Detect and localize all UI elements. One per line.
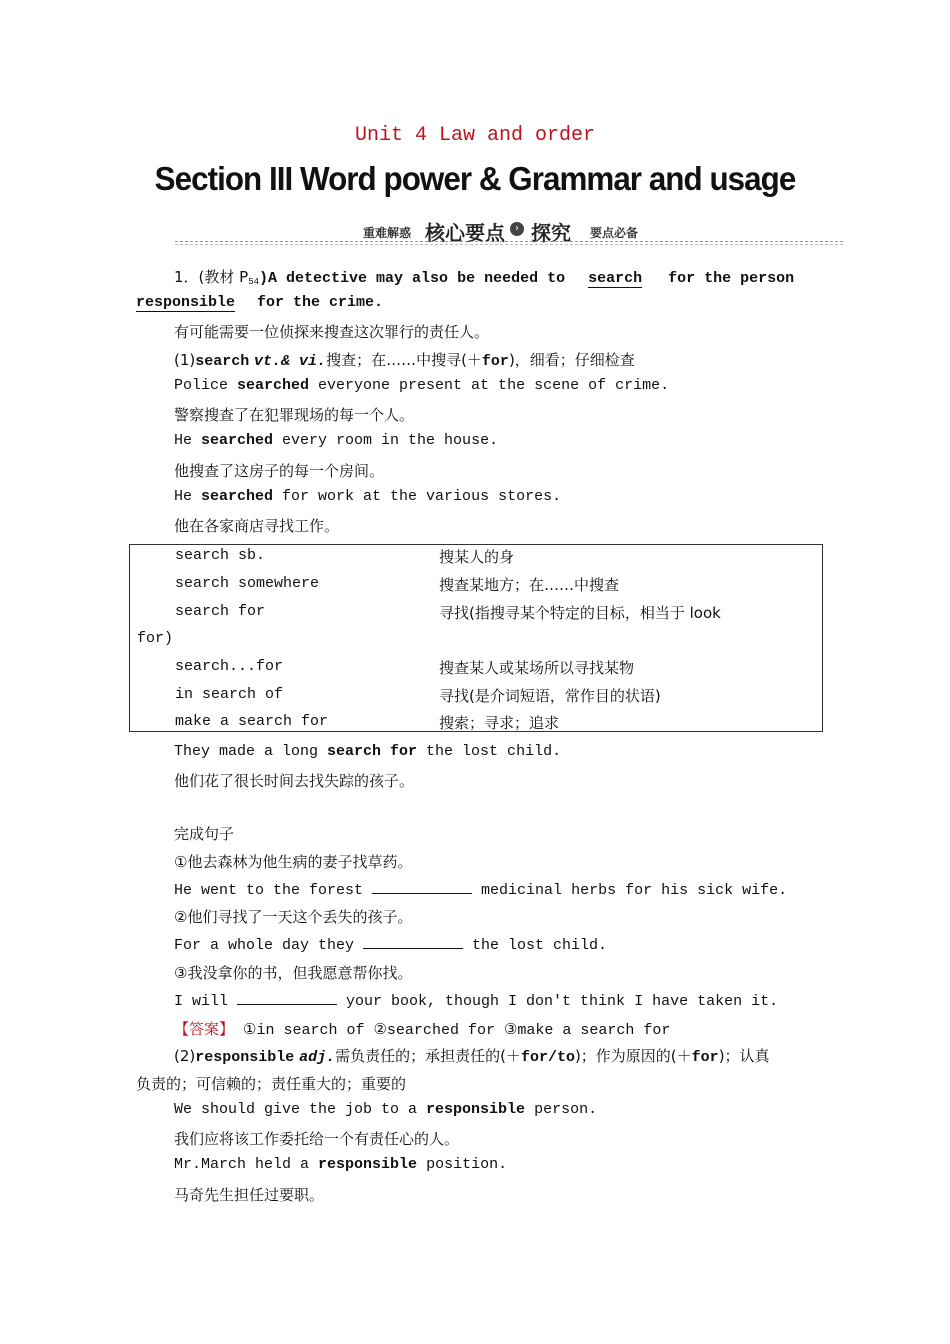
table-row-cn: 搜索；寻求；追求 <box>439 714 560 732</box>
search-for-example-cn: 他们花了很长时间去找失踪的孩子。 <box>174 772 415 790</box>
search-for-example: They made a long search for the lost child. <box>174 743 562 760</box>
answer-label: 【答案】 <box>174 1020 235 1038</box>
answer-blank[interactable] <box>237 990 337 1005</box>
answer-line: 【答案】 ①in search of ②searched for ③make a search for <box>174 1020 671 1039</box>
search-example-1: Police searched everyone present at the scene of crime. <box>174 377 670 394</box>
item-1-sentence-cont: responsible for the crime. <box>136 294 384 311</box>
exercise-title: 完成句子 <box>174 825 235 843</box>
table-row-en: search somewhere <box>175 575 320 592</box>
exercise-q3-cn: ③我没拿你的书，但我愿意帮你找。 <box>174 964 413 982</box>
banner-main-label: 核心要点 <box>425 221 505 245</box>
section-banner <box>175 216 843 246</box>
search-example-2-cn: 他搜查了这房子的每一个房间。 <box>174 462 385 480</box>
responsible-example-2: Mr.March held a responsible position. <box>174 1156 508 1173</box>
search-example-3: He searched for work at the various stores. <box>174 488 562 505</box>
banner-main-label-b: 探究 <box>531 221 571 245</box>
answer-blank[interactable] <box>372 879 472 894</box>
table-row-en: for) <box>137 630 174 647</box>
table-row-cn: 搜查某地方；在……中搜查 <box>439 576 620 594</box>
divider <box>175 244 843 245</box>
divider <box>175 241 843 242</box>
banner-right-label: 要点必备 <box>590 226 639 240</box>
table-row-en: search...for <box>175 658 284 675</box>
answer-blank[interactable] <box>363 934 463 949</box>
responsible-headword: (2)responsible adj.需负责任的；承担责任的(＋for/to)；作为原因的(＋for)；认真 <box>174 1047 770 1066</box>
table-row-en: search for <box>175 603 266 620</box>
phrase-table <box>129 544 823 732</box>
item-1-blank-search: search <box>588 270 643 287</box>
search-example-1-cn: 警察搜查了在犯罪现场的每一个人。 <box>174 406 415 424</box>
item-1-blank-responsible: responsible <box>136 294 236 311</box>
exercise-q2-cn: ②他们寻找了一天这个丢失的孩子。 <box>174 908 413 926</box>
responsible-example-2-cn: 马奇先生担任过要职。 <box>174 1186 325 1204</box>
item-1-sentence: 1．(教材 P54)A detective may also be needed to search for the person <box>174 268 795 287</box>
table-row-en: in search of <box>175 686 284 703</box>
responsible-example-1: We should give the job to a responsible person. <box>174 1101 598 1118</box>
exercise-q3: I will your book, though I don't think I have taken it. <box>174 990 778 1010</box>
exercise-q2: For a whole day they the lost child. <box>174 934 607 954</box>
responsible-headword-cont: 负责的；可信赖的；责任重大的；重要的 <box>136 1075 407 1093</box>
chevron-right-icon: › <box>510 222 524 236</box>
search-headword: (1)search vt.& vi.搜查；在……中搜寻(＋for)，细看；仔细检查 <box>174 351 635 370</box>
table-row-cn: 寻找(指搜寻某个特定的目标，相当于 look <box>439 604 721 622</box>
section-title: Section III Word power & Grammar and usage <box>154 160 796 197</box>
exercise-q1-cn: ①他去森林为他生病的妻子找草药。 <box>174 853 413 871</box>
banner-left-label: 重难解惑 <box>363 226 412 240</box>
table-row-cn: 寻找(是介词短语，常作目的状语) <box>439 687 661 705</box>
responsible-example-1-cn: 我们应将该工作委托给一个有责任心的人。 <box>174 1130 460 1148</box>
search-example-2: He searched every room in the house. <box>174 432 499 449</box>
exercise-q1: He went to the forest medicinal herbs for his sick wife. <box>174 879 787 899</box>
search-example-3-cn: 他在各家商店寻找工作。 <box>174 517 340 535</box>
table-row-en: make a search for <box>175 713 329 730</box>
table-row-en: search sb. <box>175 547 266 564</box>
unit-title: Unit 4 Law and order <box>354 124 596 147</box>
table-row-cn: 搜查某人或某场所以寻找某物 <box>439 659 635 677</box>
item-1-translation: 有可能需要一位侦探来搜查这次罪行的责任人。 <box>174 323 490 341</box>
table-row-cn: 搜某人的身 <box>439 548 515 566</box>
